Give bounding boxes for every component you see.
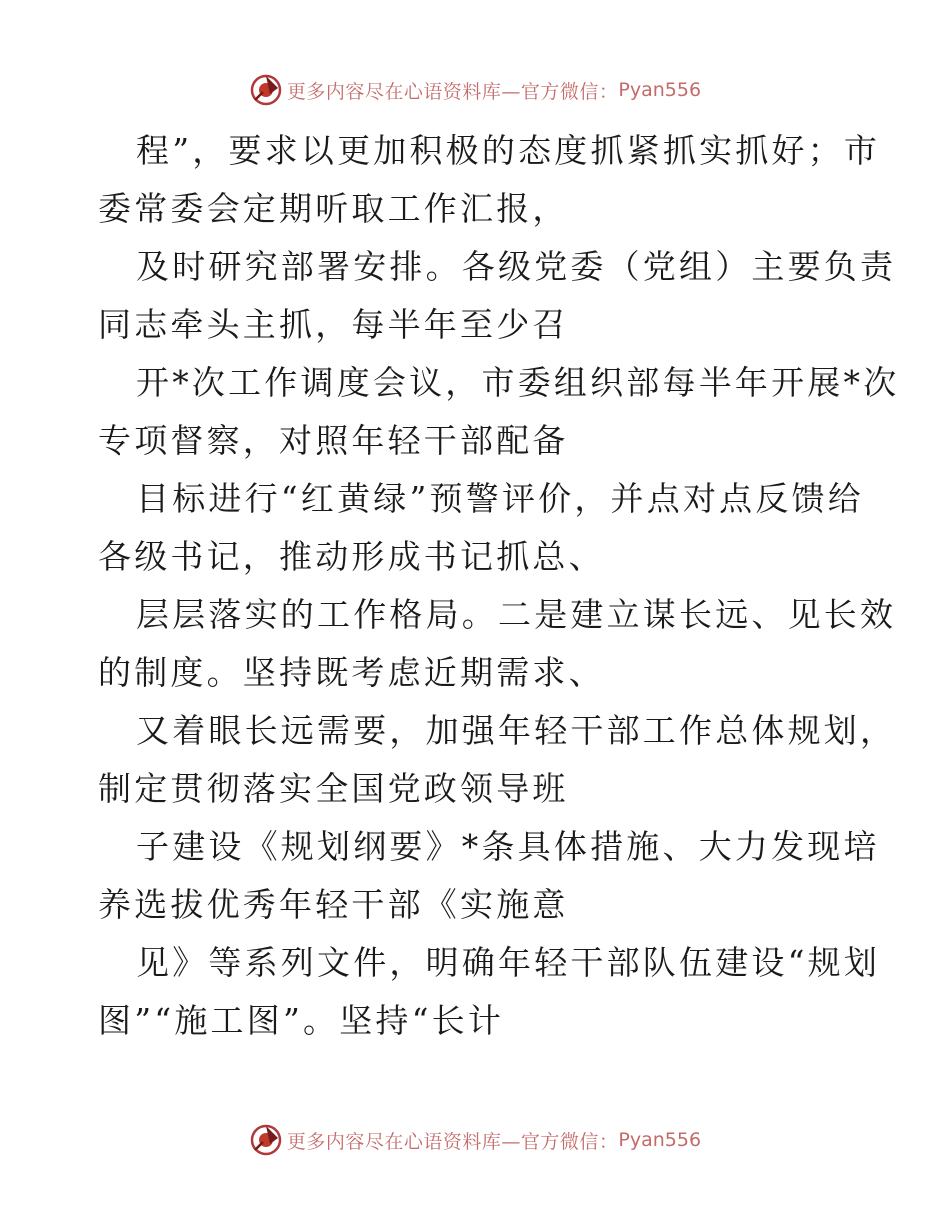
footer-banner [0,1120,950,1160]
paragraph: 目标进行“红黄绿”预警评价，并点对点反馈给 各级书记，推动形成书记抓总、 [98,479,864,576]
paragraph: 子建设《规划纲要》*条具体措施、大力发现培 养选拔优秀年轻干部《实施意 [98,827,880,924]
document-body [98,122,900,1050]
paragraph: 及时研究部署安排。各级党委（党组）主要负责 同志牵头主抓，每半年至少召 [98,247,897,344]
paragraph: 开*次工作调度会议，市委组织部每半年开展*次 专项督察，对照年轻干部配备 [98,363,900,460]
logo-icon [249,73,283,107]
banner-wechat-id: Pyan556 [618,1129,702,1151]
logo-icon [249,1123,283,1157]
banner-text: 更多内容尽在心语资料库—官方微信： [286,80,619,103]
paragraph: 见》等系列文件，明确年轻干部队伍建设“规划 图”“施工图”。坚持“长计 [98,943,881,1040]
header-banner [0,70,950,110]
banner-wechat-id: Pyan556 [618,79,702,101]
banner-text: 更多内容尽在心语资料库—官方微信： [286,1130,619,1153]
paragraph: 又着眼长远需要，加强年轻干部工作总体规划， 制定贯彻落实全国党政领导班 [98,711,897,808]
paragraph: 程”，要求以更加积极的态度抓紧抓实抓好；市 委常委会定期听取工作汇报， [98,131,881,228]
paragraph: 层层落实的工作格局。二是建立谋长远、见长效 的制度。坚持既考虑近期需求、 [98,595,897,692]
